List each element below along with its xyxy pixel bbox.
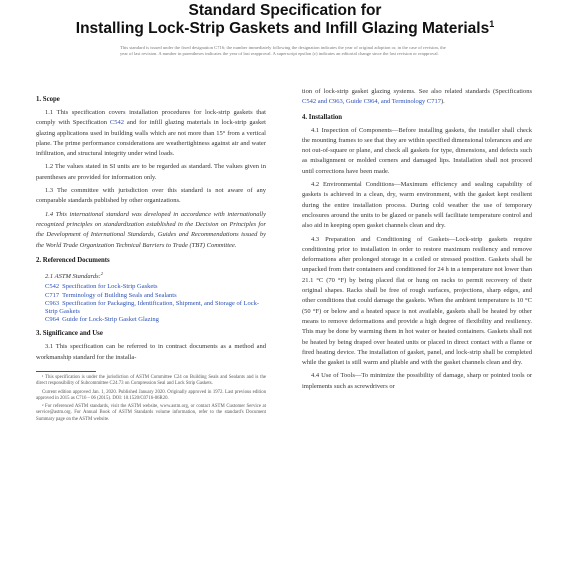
document-code[interactable]: C963 <box>45 299 60 307</box>
paragraph-1-2: 1.2 The values stated in SI units are to be regarded as standard. The values given in parentheses are provided for information only. <box>36 163 266 181</box>
left-column <box>36 90 266 425</box>
section-heading-referenced-documents: 2. Referenced Documents <box>36 256 110 264</box>
document-code[interactable]: C964 <box>45 316 60 324</box>
title-footnote-mark: 1 <box>489 19 495 29</box>
document-title[interactable]: Terminology of Building Seals and Sealants <box>62 291 177 299</box>
document-code[interactable]: C542 <box>45 283 60 291</box>
p1-1-rest: and for infill glazing materials in lock-strip gasket glazing applications used in building walls which are not more than 15° from a vertical plane. The prime performance considerations are weathertightness against air and water infiltration, and structural integrity under wind loads. <box>36 119 266 158</box>
referenced-documents-list <box>36 283 266 324</box>
document-title[interactable]: Specification for Packaging, Identification, Shipment, and Storage of Lock-Strip Gaskets <box>45 299 260 315</box>
title-line-1: Standard Specification for <box>188 2 382 19</box>
paragraph-4-3: 4.3 Preparation and Conditioning of Gaskets—Lock-strip gaskets require conditioning prior to installation in order to restore maximum resiliency and remove deformations after prolonged storage in a coiled or stressed position. Gaskets shall be unpacked from their containers and conditioned for 24 h in a temperature not lower than 21.1 °C (70 °F) by being placed flat or hung on racks to permit recovery of their original shapes. Racks shall be free of rough surfaces, projections, sharp edges, and other conditions that could damage the gaskets. When the ambient temperature is 10 °C (50 °F) or below and a heated space is not available, gaskets shall be heated by other means to remove deformations and provide a high degree of flexibility and resiliency. This may be done by warming them in hot water or heated containers. Gaskets shall not be heated by being draped over heated units or placed in direct contact with a flame or fired heating device. The installation of gasket, panel, and lock-strip shall be completed while the gasket is still warm and pliable and with the gasket channels clean and dry. <box>302 235 532 367</box>
footnote-divider <box>36 371 96 372</box>
designation-notice: This standard is issued under the fixed designation C716; the number immediately following the designation indicates the year of original adoption or, in the case of revision, the year of last revision. A number in parentheses indicates the year of last reapproval. A superscript epsilon (ε) indicates an editorial change since the last revision or reapproval. <box>120 45 446 56</box>
footnote-1-edition: Current edition approved Jan. 1, 2020. Published January 2020. Originally approved in 1972. Last previous edition approved in 2015 as C716 – 06 (2015). DOI: 10.1520/C0716-06R20. <box>36 389 266 401</box>
paragraph-1-1 <box>36 108 266 159</box>
link-c542[interactable]: C542 <box>109 119 125 127</box>
referenced-document-item[interactable] <box>45 316 266 324</box>
document-code[interactable]: C717 <box>45 291 60 299</box>
paragraph-1-4: 1.4 This international standard was developed in accordance with internationally recognized principles on standardization established in the Decision on Principles for the Development of International Standards, Guides and Recommendations issued by the World Trade Organization Technical Barriers to Trade (TBT) Committee. <box>36 210 266 249</box>
footnote-mark-2: 2 <box>100 270 104 276</box>
p2-1-text: 2.1 ASTM Standards: <box>45 273 101 281</box>
title-text: Installing Lock-Strip Gaskets and Infill Glazing Materials <box>75 20 490 38</box>
related-standards-links[interactable]: C542 and C963, Guide C964, and Terminology C717 <box>302 98 441 106</box>
section-heading-significance: 3. Significance and Use <box>36 330 103 338</box>
footnote-1: ¹ This specification is under the jurisdiction of ASTM Committee C24 on Building Seals and Sealants and is the direct responsibility of Subcommittee C24.73 on Compression Seal and Lock Strip Gaskets. <box>36 374 266 387</box>
paragraph-3-1: 3.1 This specification can be referred to in contract documents as a method and workmanship standard for the installa- <box>36 343 266 361</box>
document-title[interactable]: Specification for Lock-Strip Gaskets <box>62 283 158 291</box>
paragraph-3-1-continued <box>302 87 532 108</box>
p3-1-cont-end: ). <box>441 98 445 106</box>
p3-1-cont-text: tion of lock-strip gasket glazing systems. See also related standards (Specifications <box>302 88 532 95</box>
section-heading-installation: 4. Installation <box>302 113 343 121</box>
section-heading-scope: 1. Scope <box>36 96 60 103</box>
referenced-document-item[interactable] <box>45 300 266 316</box>
right-column <box>302 90 532 395</box>
paragraph-4-2: 4.2 Environmental Conditions—Maximum efficiency and sealing capability of gaskets is achieved in a clean, dry, warm environment, with the gasket kept resilient during the entire installation process. During cold weather the use of temporary enclosures around the units to be glazed or panels will facilitate temperature control and also aid in keeping open gasket channels clean and dry. <box>302 181 532 230</box>
paragraph-4-1: 4.1 Inspection of Components—Before installing gaskets, the installer shall check the mounting frames to see that they are within specified dimensional tolerances and are not out-of-square or plane, and check all gaskets for type, dimensions, and defects such as misalignment or molded corners and damaged lips. Installation shall not proceed until corrections have been made. <box>302 126 532 175</box>
p1-1-text: 1.1 This specification covers installation procedures for lock-strip gaskets that comply with Specification <box>36 109 266 127</box>
title-line-2 <box>0 19 570 38</box>
document-title[interactable]: Guide for Lock-Strip Gasket Glazing <box>62 316 159 324</box>
referenced-document-item[interactable] <box>45 283 266 291</box>
paragraph-2-1 <box>36 269 266 282</box>
referenced-document-item[interactable] <box>45 292 266 300</box>
paragraph-1-3: 1.3 The committee with jurisdiction over this standard is not aware of any comparable standards published by other organizations. <box>36 187 266 205</box>
footnote-2: ² For referenced ASTM standards, visit the ASTM website, www.astm.org, or contact ASTM Customer Service at service@astm.org. For Annual Book of ASTM Standards volume information, refer to the standard's Document Summary page on the ASTM website. <box>36 404 266 422</box>
paragraph-4-4: 4.4 Use of Tools—To minimize the possibility of damage, sharp or pointed tools or implements such as screwdrivers or <box>302 372 532 390</box>
